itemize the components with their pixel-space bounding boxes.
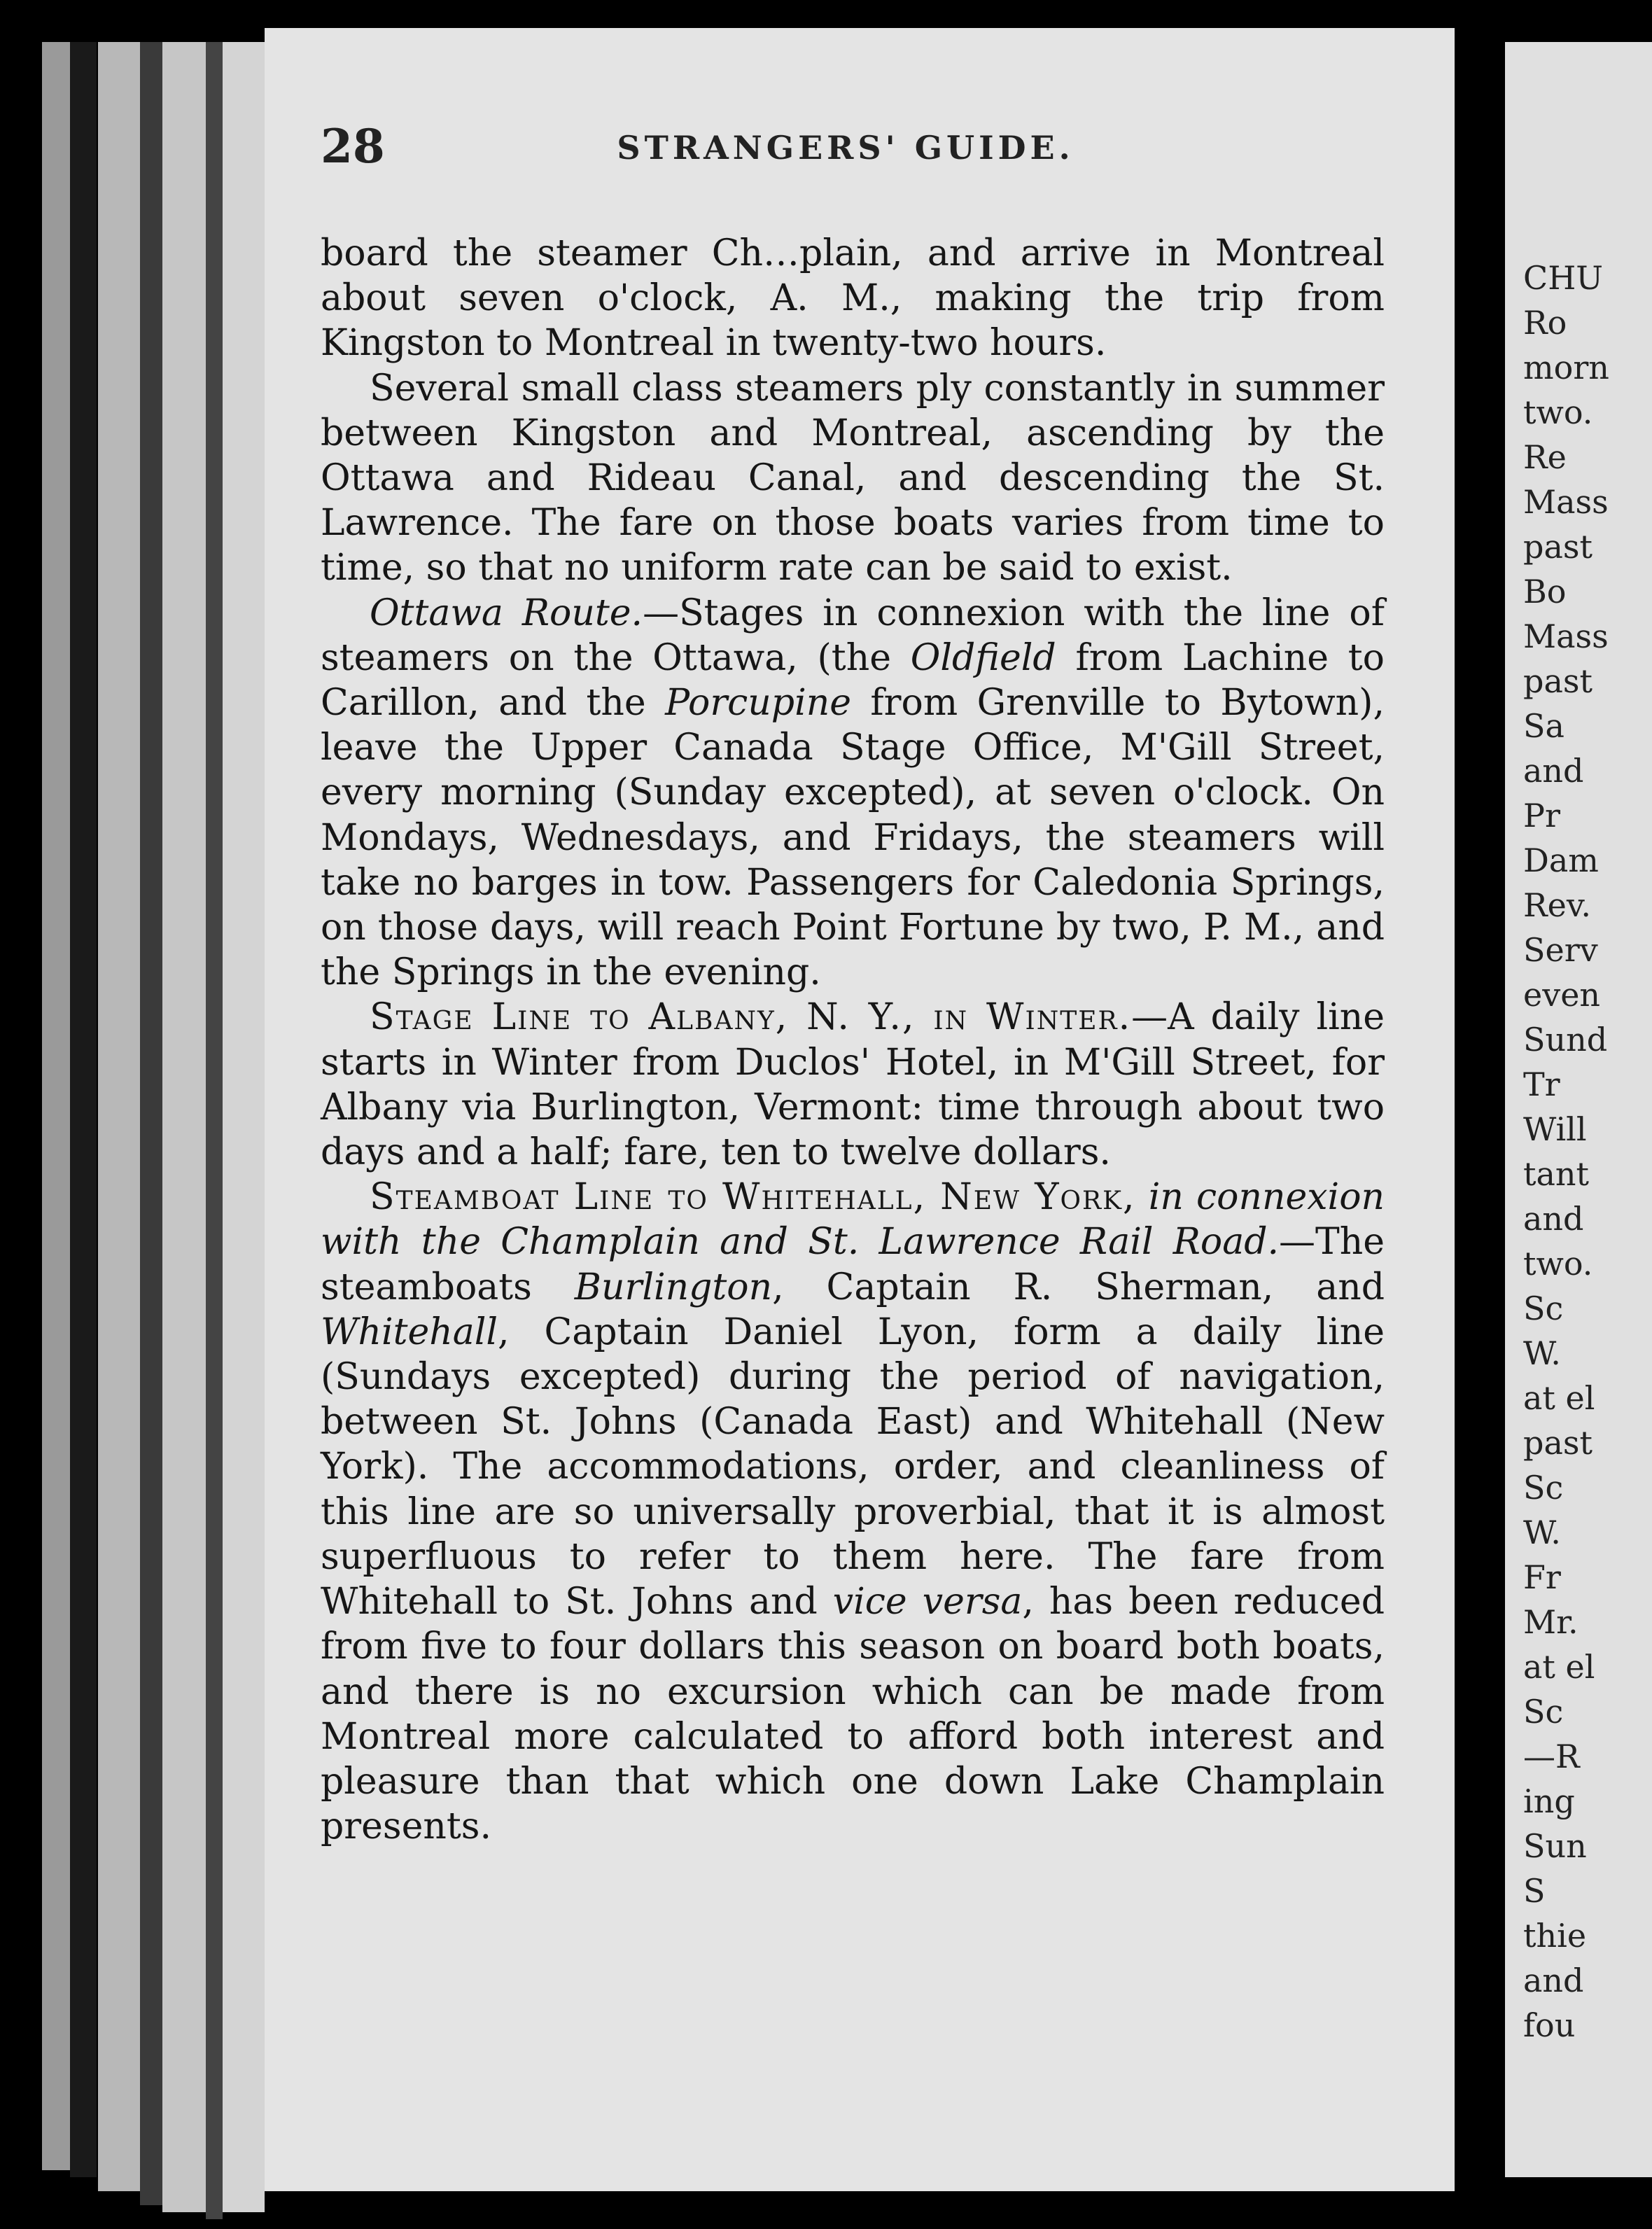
facing-page-line: and (1523, 1962, 1584, 1999)
page-header (321, 119, 1371, 182)
facing-page-line: ing (1523, 1782, 1575, 1820)
book-edge (42, 42, 70, 2170)
facing-page-line: —R (1523, 1738, 1580, 1775)
facing-page-line: past (1523, 1424, 1592, 1462)
paragraph: Ottawa Route.—Stages in connexion with the line of steamers on the Ottawa, (the Oldfield from Lachine to Carillon, and the Porcupine from Grenville to Bytown), leave the Upper Canada Stage Office, M'Gill Street, every morning (Sunday excepted), at seven o'clock. On Mondays, Wednesdays, and Fridays, the steamers will take no barges in tow. Passengers for Caledonia Springs, on those days, will reach Point Fortune by two, P. M., and the Springs in the evening. (321, 592, 1385, 994)
facing-page-line: Rev. (1523, 886, 1592, 924)
running-head: STRANGERS' GUIDE. (617, 129, 1074, 167)
facing-page-line: Mass (1523, 617, 1609, 655)
facing-page-line: at el (1523, 1379, 1595, 1417)
facing-page-line: Re (1523, 438, 1567, 476)
book-edge (162, 42, 206, 2212)
paragraph: Steamboat Line to Whitehall, New York, in connexion with the Champlain and St. Lawrence Rail Road.—The steamboats Burlington, Captain R. Sherman, and Whitehall, Captain Daniel Lyon, form a daily line (Sundays excepted) during the period of navigation, between St. Johns (Canada East) and Whitehall (New York). The accommodations, order, and cleanliness of this line are so universally proverbial, that it is almost superfluous to refer to them here. The fare from Whitehall to St. Johns and vice versa, has been reduced from five to four dollars this season on board both boats, and there is no excursion which can be made from Montreal more calculated to afford both interest and pleasure than that which one down Lake Champlain presents. (321, 1176, 1385, 1848)
facing-page-line: morn (1523, 349, 1609, 386)
book-edge (98, 42, 140, 2191)
facing-page-line: Pr (1523, 797, 1560, 834)
facing-page-line: and (1523, 752, 1584, 790)
facing-page-line: CHU (1523, 259, 1604, 297)
facing-page-line: at el (1523, 1648, 1595, 1686)
facing-page-line: Sund (1523, 1021, 1608, 1058)
facing-page-line: past (1523, 528, 1592, 566)
facing-page (1505, 42, 1652, 2177)
facing-page-line: Will (1523, 1110, 1587, 1148)
book-edge (206, 42, 223, 2219)
facing-page-line: S (1523, 1872, 1546, 1910)
facing-page-line: Mr. (1523, 1603, 1578, 1641)
facing-page-line: and (1523, 1200, 1584, 1238)
facing-page-line: Sun (1523, 1827, 1587, 1865)
book-edge (70, 42, 97, 2177)
facing-page-line: Sc (1523, 1469, 1564, 1507)
facing-page-line: Fr (1523, 1558, 1561, 1596)
book-page (265, 28, 1455, 2191)
facing-page-line: two. (1523, 1245, 1593, 1283)
facing-page-line: tant (1523, 1155, 1590, 1193)
paragraph: Stage Line to Albany, N. Y., in Winter.—A daily line starts in Winter from Duclos' Hotel, in M'Gill Street, for Albany via Burlington, Vermont: time through about two days and a half; fare, ten to twelve dollars. (321, 996, 1385, 1174)
facing-page-line: even (1523, 976, 1601, 1014)
section-heading: Steamboat Line to Whitehall, New York, (370, 1176, 1136, 1219)
section-heading: Stage Line to Albany, N. Y., in Winter. (370, 996, 1132, 1039)
paragraph: Several small class steamers ply constantly in summer between Kingston and Montreal, ascending by the Ottawa and Rideau Canal, and descending the St. Lawrence. The fare on those boats varies from time to time, so that no uniform rate can be said to exist. (321, 367, 1385, 589)
facing-page-line: Sc (1523, 1693, 1564, 1731)
book-edge (140, 42, 162, 2205)
facing-page-line: Dam (1523, 841, 1599, 879)
facing-page-line: Ro (1523, 304, 1567, 342)
section-heading: Ottawa Route. (370, 592, 643, 634)
facing-page-line: Serv (1523, 931, 1598, 969)
facing-page-line: two. (1523, 393, 1593, 431)
page-number: 28 (321, 119, 385, 174)
facing-page-line: Sc (1523, 1290, 1564, 1327)
facing-page-line: W. (1523, 1334, 1561, 1372)
book-edge (223, 42, 265, 2212)
facing-page-line: W. (1523, 1514, 1561, 1551)
facing-page-line: fou (1523, 2006, 1576, 2044)
paragraph: board the steamer Ch…plain, and arrive in Montreal about seven o'clock, A. M., making the trip from Kingston to Montreal in twenty-two hours. (321, 232, 1385, 365)
facing-page-line: Sa (1523, 707, 1564, 745)
facing-page-line: past (1523, 662, 1592, 700)
body-text (321, 231, 1385, 1849)
facing-page-line: Tr (1523, 1065, 1560, 1103)
facing-page-line: thie (1523, 1917, 1587, 1955)
page-gutter (1455, 0, 1505, 2229)
facing-page-line: Bo (1523, 573, 1567, 610)
facing-page-line: Mass (1523, 483, 1609, 521)
